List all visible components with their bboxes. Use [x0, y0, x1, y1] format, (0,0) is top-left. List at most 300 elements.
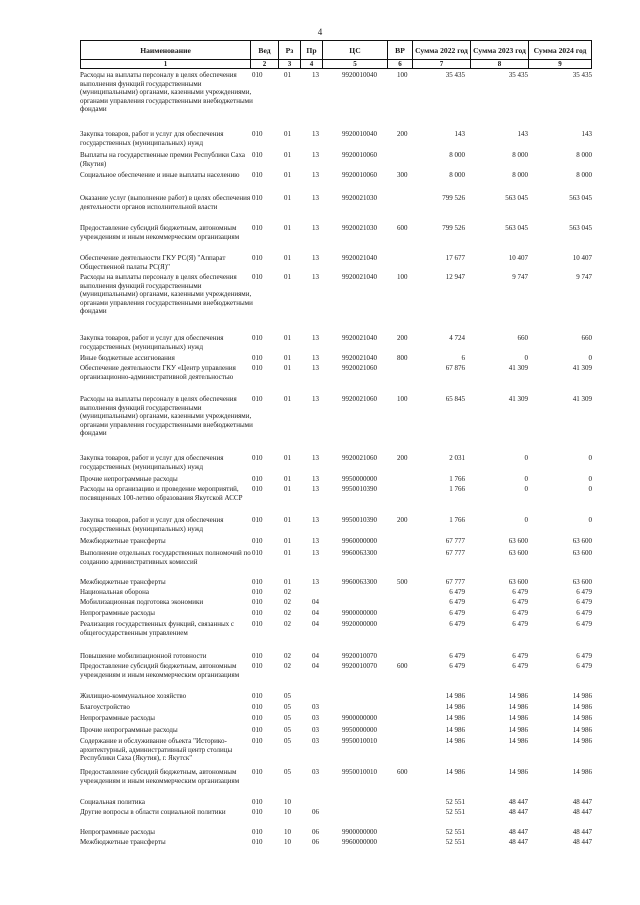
cell-s2022: 52 551	[445, 798, 465, 806]
cell-vr: 200	[397, 334, 408, 342]
cell-rz: 01	[284, 273, 291, 281]
cell-name: Мобилизационная подготовка экономики	[80, 598, 204, 606]
cell-ved: 010	[252, 828, 263, 836]
cell-name: Расходы на организацию и проведение мероприятий, посвященных 100-летию образования Якутской АССР	[80, 485, 243, 502]
cell-s2023: 8 000	[512, 151, 528, 159]
cell-name: Реализация государственных функций, связанных с общегосударственным управлением	[80, 620, 235, 637]
cell-rz: 10	[284, 828, 291, 836]
cell-ved: 010	[252, 703, 263, 711]
cell-s2022: 6 479	[449, 620, 465, 628]
cell-cs: 9960063300	[342, 549, 377, 557]
cell-pr: 13	[312, 130, 319, 138]
cell-rz: 01	[284, 224, 291, 232]
cell-ved: 010	[252, 354, 263, 362]
cell-name: Непрограммные расходы	[80, 828, 155, 836]
cell-cs: 9920010070	[342, 652, 377, 660]
cell-rz: 01	[284, 130, 291, 138]
cell-s2022: 52 551	[445, 828, 465, 836]
cell-s2023: 14 986	[508, 737, 528, 745]
cell-ved: 010	[252, 620, 263, 628]
cell-rz: 01	[284, 334, 291, 342]
cell-s2024: 14 986	[572, 737, 592, 745]
cell-s2023: 563 045	[505, 194, 528, 202]
cell-name: Закупка товаров, работ и услуг для обеспечения государственных (муниципальных) нужд	[80, 334, 224, 351]
cell-s2023: 48 447	[508, 828, 528, 836]
cell-pr: 13	[312, 549, 319, 557]
cell-rz: 02	[284, 652, 291, 660]
cell-pr: 13	[312, 475, 319, 483]
cell-vr: 200	[397, 130, 408, 138]
cell-name: Содержание и обслуживание объекта "Историко-архитектурный, административный центр столицы Республики Саха (Якутия), г. Якутск"	[80, 737, 233, 763]
column-number: 3	[279, 60, 301, 68]
cell-ved: 010	[252, 714, 263, 722]
cell-s2023: 0	[524, 475, 528, 483]
cell-vr: 600	[397, 768, 408, 776]
cell-vr: 300	[397, 171, 408, 179]
cell-s2023: 14 986	[508, 726, 528, 734]
cell-name: Расходы на выплаты персоналу в целях обеспечения выполнения функций государственными (муниципальными) органами, казенными учреждениями, органами управления государственными внебюджетными фондами	[80, 71, 253, 114]
cell-s2024: 9 747	[576, 273, 592, 281]
cell-ved: 010	[252, 454, 263, 462]
column-number: 5	[323, 60, 388, 68]
cell-s2022: 6 479	[449, 598, 465, 606]
cell-s2022: 67 876	[445, 364, 465, 372]
cell-s2024: 41 309	[572, 395, 592, 403]
cell-pr: 04	[312, 609, 319, 617]
cell-rz: 02	[284, 662, 291, 670]
cell-s2022: 14 986	[445, 737, 465, 745]
cell-rz: 01	[284, 395, 291, 403]
cell-pr: 04	[312, 652, 319, 660]
cell-s2023: 63 600	[508, 549, 528, 557]
cell-pr: 13	[312, 516, 319, 524]
cell-rz: 01	[284, 485, 291, 493]
cell-rz: 01	[284, 71, 291, 79]
cell-rz: 10	[284, 808, 291, 816]
cell-pr: 06	[312, 808, 319, 816]
cell-ved: 010	[252, 516, 263, 524]
cell-vr: 100	[397, 71, 408, 79]
cell-s2022: 67 777	[445, 578, 465, 586]
header-vr: ВР	[388, 41, 413, 59]
cell-s2022: 8 000	[449, 171, 465, 179]
cell-name: Межбюджетные трансферты	[80, 537, 166, 545]
cell-s2022: 1 766	[449, 516, 465, 524]
cell-rz: 10	[284, 838, 291, 846]
cell-rz: 01	[284, 537, 291, 545]
cell-s2024: 14 986	[572, 692, 592, 700]
cell-s2023: 14 986	[508, 714, 528, 722]
cell-s2024: 63 600	[572, 578, 592, 586]
cell-s2022: 67 777	[445, 549, 465, 557]
cell-s2024: 0	[588, 516, 592, 524]
cell-pr: 13	[312, 364, 319, 372]
cell-s2023: 6 479	[512, 598, 528, 606]
cell-pr: 13	[312, 171, 319, 179]
cell-s2023: 6 479	[512, 662, 528, 670]
cell-pr: 13	[312, 334, 319, 342]
cell-rz: 02	[284, 598, 291, 606]
cell-s2022: 2 031	[449, 454, 465, 462]
cell-pr: 03	[312, 768, 319, 776]
cell-s2024: 14 986	[572, 714, 592, 722]
cell-rz: 05	[284, 726, 291, 734]
column-number: 1	[81, 60, 251, 68]
cell-ved: 010	[252, 395, 263, 403]
cell-name: Непрограммные расходы	[80, 714, 155, 722]
column-number: 6	[388, 60, 413, 68]
cell-s2024: 14 986	[572, 726, 592, 734]
cell-s2022: 14 986	[445, 692, 465, 700]
cell-cs: 9920010060	[342, 151, 377, 159]
cell-s2024: 6 479	[576, 662, 592, 670]
cell-ved: 010	[252, 838, 263, 846]
cell-vr: 200	[397, 454, 408, 462]
cell-cs: 9920021040	[342, 273, 377, 281]
cell-name: Межбюджетные трансферты	[80, 578, 166, 586]
cell-ved: 010	[252, 151, 263, 159]
cell-cs: 9920010070	[342, 662, 377, 670]
cell-s2022: 65 845	[445, 395, 465, 403]
cell-s2023: 0	[524, 354, 528, 362]
cell-vr: 500	[397, 578, 408, 586]
cell-s2022: 1 766	[449, 475, 465, 483]
cell-s2024: 63 600	[572, 537, 592, 545]
cell-rz: 01	[284, 171, 291, 179]
cell-name: Закупка товаров, работ и услуг для обеспечения государственных (муниципальных) нужд	[80, 454, 224, 471]
cell-cs: 9920021040	[342, 334, 377, 342]
cell-pr: 13	[312, 485, 319, 493]
cell-ved: 010	[252, 737, 263, 745]
cell-rz: 02	[284, 588, 291, 596]
cell-s2023: 14 986	[508, 692, 528, 700]
cell-pr: 04	[312, 598, 319, 606]
cell-pr: 13	[312, 273, 319, 281]
cell-ved: 010	[252, 549, 263, 557]
cell-cs: 9960000000	[342, 838, 377, 846]
cell-ved: 010	[252, 537, 263, 545]
cell-s2024: 48 447	[572, 808, 592, 816]
column-number: 7	[413, 60, 471, 68]
cell-s2023: 8 000	[512, 171, 528, 179]
cell-name: Социальное обеспечение и иные выплаты населению	[80, 171, 240, 179]
cell-cs: 9920021030	[342, 194, 377, 202]
cell-s2022: 52 551	[445, 808, 465, 816]
cell-s2022: 6 479	[449, 609, 465, 617]
cell-ved: 010	[252, 692, 263, 700]
cell-s2023: 6 479	[512, 609, 528, 617]
header-sum-2023: Сумма 2023 год	[471, 41, 529, 59]
cell-vr: 600	[397, 224, 408, 232]
cell-s2022: 799 526	[442, 224, 465, 232]
cell-pr: 13	[312, 395, 319, 403]
cell-ved: 010	[252, 609, 263, 617]
cell-rz: 01	[284, 151, 291, 159]
cell-name: Обеспечение деятельности ГКУ «Центр управления организационно-административной деятельностью	[80, 364, 236, 381]
cell-cs: 9920021040	[342, 354, 377, 362]
cell-ved: 010	[252, 808, 263, 816]
column-number: 8	[471, 60, 529, 68]
cell-ved: 010	[252, 475, 263, 483]
cell-rz: 05	[284, 737, 291, 745]
cell-s2022: 6 479	[449, 662, 465, 670]
cell-rz: 01	[284, 516, 291, 524]
cell-s2024: 63 600	[572, 549, 592, 557]
cell-ved: 010	[252, 598, 263, 606]
cell-s2022: 12 947	[445, 273, 465, 281]
cell-s2023: 6 479	[512, 620, 528, 628]
cell-ved: 010	[252, 194, 263, 202]
cell-cs: 9920021060	[342, 454, 377, 462]
cell-s2022: 67 777	[445, 537, 465, 545]
header-sum-2022: Сумма 2022 год	[413, 41, 471, 59]
cell-s2024: 143	[581, 130, 592, 138]
cell-pr: 03	[312, 714, 319, 722]
cell-s2022: 799 526	[442, 194, 465, 202]
cell-cs: 9960063300	[342, 578, 377, 586]
cell-s2023: 48 447	[508, 808, 528, 816]
cell-rz: 01	[284, 454, 291, 462]
cell-s2023: 14 986	[508, 703, 528, 711]
cell-rz: 02	[284, 609, 291, 617]
cell-s2023: 41 309	[508, 364, 528, 372]
cell-ved: 010	[252, 578, 263, 586]
cell-cs: 9950010390	[342, 516, 377, 524]
cell-ved: 010	[252, 662, 263, 670]
cell-cs: 9950010010	[342, 737, 377, 745]
cell-name: Повышение мобилизационной готовности	[80, 652, 207, 660]
cell-s2024: 6 479	[576, 609, 592, 617]
cell-cs: 9920021060	[342, 364, 377, 372]
cell-pr: 06	[312, 838, 319, 846]
cell-cs: 9920000000	[342, 620, 377, 628]
cell-pr: 13	[312, 537, 319, 545]
cell-vr: 200	[397, 516, 408, 524]
cell-s2023: 14 986	[508, 768, 528, 776]
cell-ved: 010	[252, 334, 263, 342]
cell-s2023: 63 600	[508, 537, 528, 545]
cell-name: Выплаты на государственные премии Республики Саха (Якутия)	[80, 151, 246, 168]
cell-ved: 010	[252, 364, 263, 372]
cell-name: Непрограммные расходы	[80, 609, 155, 617]
cell-vr: 600	[397, 662, 408, 670]
column-number: 9	[558, 60, 562, 68]
cell-ved: 010	[252, 71, 263, 79]
column-number: 4	[301, 60, 323, 68]
cell-s2022: 14 986	[445, 768, 465, 776]
cell-name: Межбюджетные трансферты	[80, 838, 166, 846]
cell-s2022: 4 724	[449, 334, 465, 342]
cell-rz: 05	[284, 692, 291, 700]
cell-s2024: 14 986	[572, 768, 592, 776]
cell-name: Иные бюджетные ассигнования	[80, 354, 175, 362]
cell-name: Предоставление субсидий бюджетным, автономным учреждениям и иным некоммерческим организациям	[80, 224, 240, 241]
cell-s2024: 35 435	[572, 71, 592, 79]
cell-s2023: 63 600	[508, 578, 528, 586]
cell-cs: 9920021040	[342, 254, 377, 262]
cell-name: Другие вопросы в области социальной политики	[80, 808, 226, 816]
cell-pr: 13	[312, 454, 319, 462]
cell-s2024: 48 447	[572, 828, 592, 836]
cell-s2023: 9 747	[512, 273, 528, 281]
column-number: 2	[251, 60, 279, 68]
cell-s2022: 1 766	[449, 485, 465, 493]
cell-rz: 02	[284, 620, 291, 628]
cell-s2024: 0	[588, 454, 592, 462]
cell-s2022: 35 435	[445, 71, 465, 79]
cell-s2024: 660	[581, 334, 592, 342]
cell-s2024: 563 045	[569, 194, 592, 202]
header-pr: Пр	[301, 41, 323, 59]
cell-s2024: 14 986	[572, 703, 592, 711]
cell-cs: 9920010040	[342, 71, 377, 79]
cell-cs: 9920021060	[342, 395, 377, 403]
header-sum-2024: Сумма 2024 год	[533, 45, 587, 55]
cell-name: Жилищно-коммунальное хозяйство	[80, 692, 187, 700]
header-cs: ЦС	[323, 41, 388, 59]
cell-s2022: 52 551	[445, 838, 465, 846]
cell-name: Расходы на выплаты персоналу в целях обеспечения выполнения функций государственными (муниципальными) органами, казенными учреждениями, органами управления государственными внебюджетными фондами	[80, 273, 253, 316]
cell-s2023: 0	[524, 516, 528, 524]
cell-cs: 9900000000	[342, 828, 377, 836]
cell-pr: 04	[312, 662, 319, 670]
cell-name: Предоставление субсидий бюджетным, автономным учреждениям и иным некоммерческим организациям	[80, 662, 240, 679]
cell-s2022: 14 986	[445, 726, 465, 734]
cell-rz: 01	[284, 364, 291, 372]
cell-ved: 010	[252, 171, 263, 179]
cell-rz: 10	[284, 798, 291, 806]
cell-cs: 9920010060	[342, 171, 377, 179]
cell-s2022: 6 479	[449, 588, 465, 596]
cell-rz: 01	[284, 578, 291, 586]
cell-s2023: 6 479	[512, 652, 528, 660]
cell-name: Закупка товаров, работ и услуг для обеспечения государственных (муниципальных) нужд	[80, 130, 224, 147]
cell-s2024: 6 479	[576, 588, 592, 596]
cell-s2022: 143	[454, 130, 465, 138]
cell-name: Прочие непрограммные расходы	[80, 475, 178, 483]
cell-s2024: 0	[588, 485, 592, 493]
cell-s2023: 143	[517, 130, 528, 138]
cell-name: Предоставление субсидий бюджетным, автономным учреждениям и иным некоммерческим организациям	[80, 768, 240, 785]
cell-vr: 100	[397, 395, 408, 403]
cell-pr: 13	[312, 71, 319, 79]
cell-s2023: 35 435	[508, 71, 528, 79]
cell-vr: 800	[397, 354, 408, 362]
cell-pr: 03	[312, 703, 319, 711]
cell-s2024: 8 000	[576, 171, 592, 179]
cell-pr: 04	[312, 620, 319, 628]
cell-ved: 010	[252, 130, 263, 138]
cell-pr: 13	[312, 254, 319, 262]
cell-cs: 9950000000	[342, 726, 377, 734]
cell-name: Национальная оборона	[80, 588, 149, 596]
cell-s2023: 0	[524, 485, 528, 493]
cell-name: Обеспечение деятельности ГКУ РС(Я) "Аппарат Общественной палаты РС(Я)"	[80, 254, 226, 271]
cell-s2024: 10 407	[572, 254, 592, 262]
cell-s2023: 6 479	[512, 588, 528, 596]
cell-cs: 9950000000	[342, 475, 377, 483]
cell-rz: 01	[284, 254, 291, 262]
cell-s2024: 6 479	[576, 652, 592, 660]
cell-pr: 03	[312, 737, 319, 745]
cell-s2024: 6 479	[576, 598, 592, 606]
cell-s2023: 563 045	[505, 224, 528, 232]
cell-pr: 13	[312, 151, 319, 159]
cell-rz: 05	[284, 768, 291, 776]
cell-ved: 010	[252, 485, 263, 493]
cell-ved: 010	[252, 726, 263, 734]
cell-s2023: 48 447	[508, 838, 528, 846]
cell-rz: 01	[284, 475, 291, 483]
cell-pr: 03	[312, 726, 319, 734]
cell-name: Закупка товаров, работ и услуг для обеспечения государственных (муниципальных) нужд	[80, 516, 224, 533]
cell-cs: 9900000000	[342, 609, 377, 617]
cell-s2024: 48 447	[572, 838, 592, 846]
cell-s2024: 8 000	[576, 151, 592, 159]
cell-name: Выполнение отдельных государственных полномочий по созданию административных комиссий	[80, 549, 251, 566]
cell-vr: 100	[397, 273, 408, 281]
cell-s2023: 0	[524, 454, 528, 462]
cell-name: Оказание услуг (выполнение работ) в целях обеспечения деятельности органов исполнительной власти	[80, 194, 251, 211]
cell-s2024: 48 447	[572, 798, 592, 806]
cell-pr: 13	[312, 578, 319, 586]
cell-s2022: 14 986	[445, 714, 465, 722]
cell-s2023: 660	[517, 334, 528, 342]
cell-ved: 010	[252, 224, 263, 232]
cell-s2022: 14 986	[445, 703, 465, 711]
cell-s2024: 41 309	[572, 364, 592, 372]
page-number: 4	[317, 27, 323, 37]
cell-pr: 13	[312, 354, 319, 362]
cell-s2022: 8 000	[449, 151, 465, 159]
cell-ved: 010	[252, 768, 263, 776]
cell-ved: 010	[252, 588, 263, 596]
cell-rz: 01	[284, 194, 291, 202]
header-name: Наименование	[81, 41, 251, 59]
cell-cs: 9920021030	[342, 224, 377, 232]
cell-name: Благоустройство	[80, 703, 130, 711]
cell-s2023: 48 447	[508, 798, 528, 806]
cell-cs: 9900000000	[342, 714, 377, 722]
cell-name: Социальная политика	[80, 798, 145, 806]
header-ved: Вед	[251, 41, 279, 59]
cell-pr: 13	[312, 224, 319, 232]
cell-pr: 13	[312, 194, 319, 202]
cell-s2022: 6	[461, 354, 465, 362]
cell-s2022: 17 677	[445, 254, 465, 262]
cell-s2024: 563 045	[569, 224, 592, 232]
cell-s2022: 6 479	[449, 652, 465, 660]
cell-s2024: 6 479	[576, 620, 592, 628]
cell-name: Прочие непрограммные расходы	[80, 726, 178, 734]
cell-ved: 010	[252, 798, 263, 806]
cell-cs: 9960000000	[342, 537, 377, 545]
cell-s2023: 41 309	[508, 395, 528, 403]
cell-rz: 01	[284, 549, 291, 557]
header-rz: Рз	[279, 41, 301, 59]
cell-rz: 05	[284, 703, 291, 711]
cell-name: Расходы на выплаты персоналу в целях обеспечения выполнения функций государственными (муниципальными) органами, казенными учреждениями, органами управления государственными внебюджетными фондами	[80, 395, 253, 438]
cell-s2023: 10 407	[508, 254, 528, 262]
cell-ved: 010	[252, 273, 263, 281]
cell-ved: 010	[252, 254, 263, 262]
cell-cs: 9950010390	[342, 485, 377, 493]
cell-rz: 05	[284, 714, 291, 722]
cell-cs: 9920010040	[342, 130, 377, 138]
cell-pr: 06	[312, 828, 319, 836]
cell-s2024: 0	[588, 475, 592, 483]
cell-s2024: 0	[588, 354, 592, 362]
